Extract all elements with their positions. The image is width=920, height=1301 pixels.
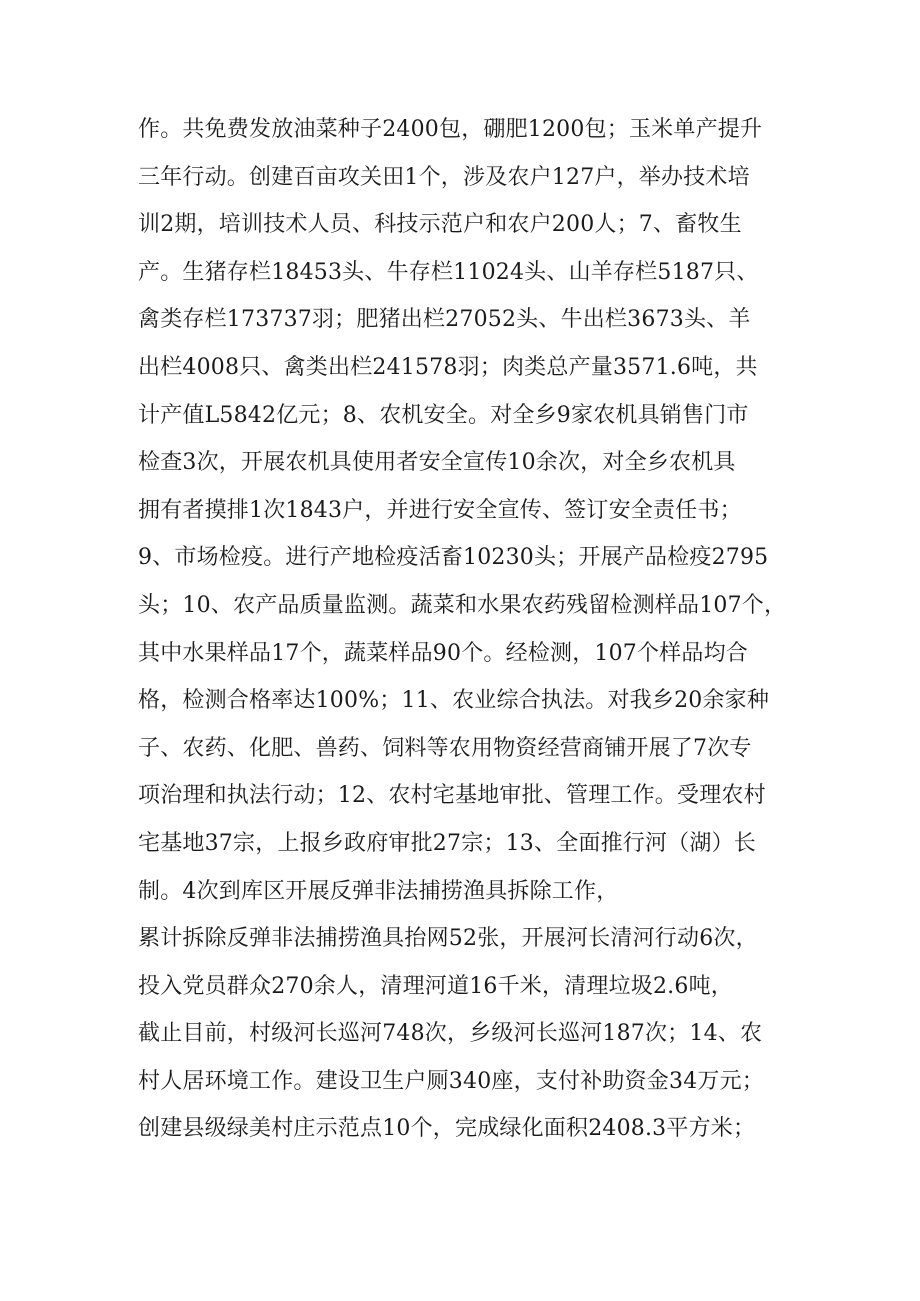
text-line: 计产值L5842亿元；8、农机安全。对全乡9家农机具销售门市 xyxy=(138,402,749,428)
text-line: 产。生猪存栏18453头、牛存栏11024头、山羊存栏5187只、 xyxy=(138,259,759,285)
text-line: 头；10、农产品质量监测。蔬菜和水果农药残留检测样品107个， xyxy=(138,592,787,618)
text-line: 禽类存栏173737羽；肥猪出栏27052头、牛出栏3673头、羊 xyxy=(138,307,751,333)
text-line: 项治理和执法行动；12、农村宅基地审批、管理工作。受理农村 xyxy=(138,783,766,809)
body-text xyxy=(138,106,818,1153)
text-line: 训2期，培训技术人员、科技示范户和农户200人；7、畜牧生 xyxy=(138,212,742,238)
text-line: 格，检测合格率达100%；11、农业综合执法。对我乡20余家种 xyxy=(138,688,770,714)
text-line: 截止目前，村级河长巡河748次，乡级河长巡河187次；14、农 xyxy=(138,1021,763,1047)
text-line: 子、农药、化肥、兽药、饲料等农用物资经营商铺开展了7次专 xyxy=(138,735,752,761)
text-line: 投入党员群众270余人，清理河道16千米，清理垃圾2.6吨， xyxy=(138,973,733,999)
text-line: 作。共免费发放油菜种子2400包，硼肥1200包；玉米单产提升 xyxy=(138,117,763,142)
text-line: 村人居环境工作。建设卫生户厕340座，支付补助资金34万元； xyxy=(138,1068,764,1094)
text-line: 宅基地37宗，上报乡政府审批27宗；13、全面推行河（湖）长 xyxy=(138,830,756,856)
text-line: 创建县级绿美村庄示范点10个，完成绿化面积2408.3平方米； xyxy=(138,1116,756,1142)
text-line: 制。4次到库区开展反弹非法捕捞渔具拆除工作， xyxy=(138,878,619,904)
text-line: 拥有者摸排1次1843户，并进行安全宣传、签订安全责任书； xyxy=(138,497,742,523)
text-line: 累计拆除反弹非法捕捞渔具抬网52张，开展河长清河行动6次， xyxy=(138,926,758,952)
text-line: 9、市场检疫。进行产地检疫活畜10230头；开展产品检疫2795 xyxy=(138,545,769,571)
text-line: 检查3次，开展农机具使用者安全宣传10余次，对全乡农机具 xyxy=(138,450,736,476)
text-line: 三年行动。创建百亩攻关田1个，涉及农户127户，举办技术培 xyxy=(138,164,750,190)
text-line: 出栏4008只、禽类出栏241578羽；肉类总产量3571.6吨，共 xyxy=(138,354,758,380)
text-line: 其中水果样品17个，蔬菜样品90个。经检测，107个样品均合 xyxy=(138,640,748,666)
